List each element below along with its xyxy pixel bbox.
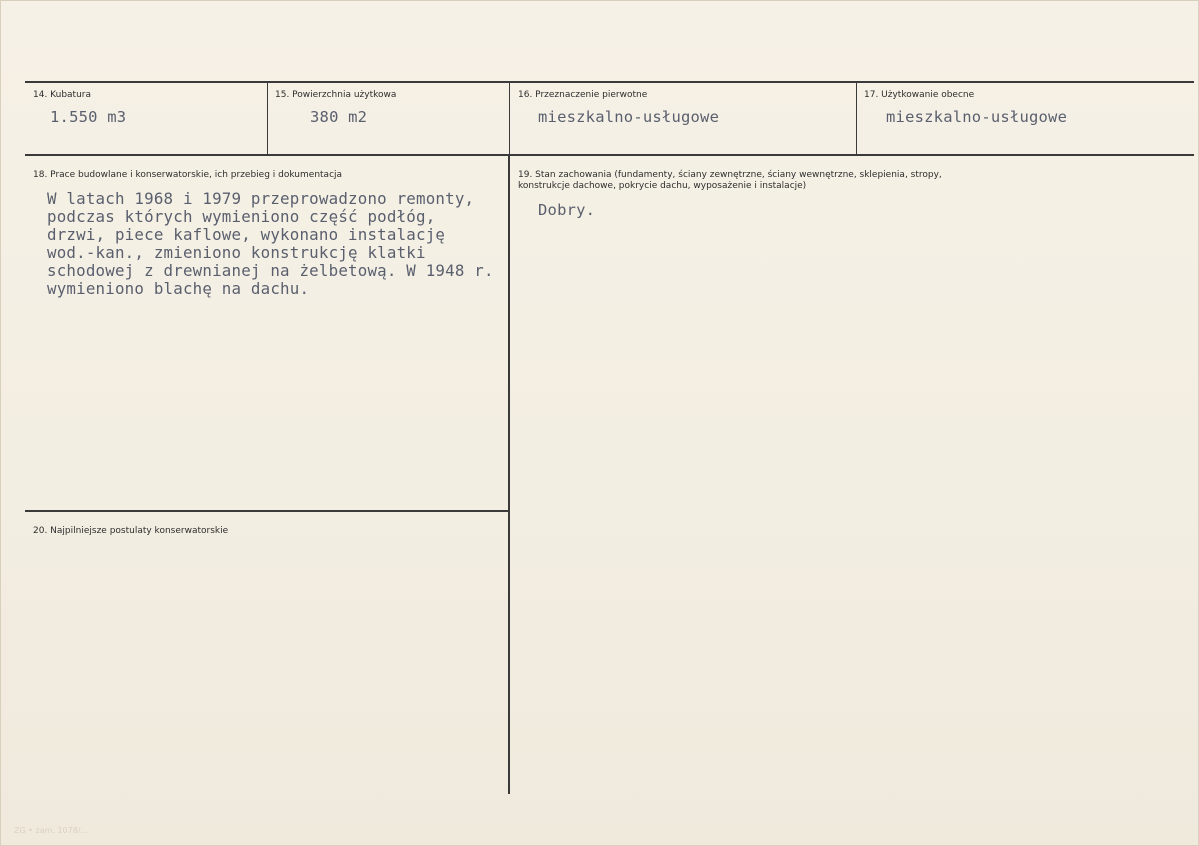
divider-15-16	[509, 83, 510, 155]
field-18-value: W latach 1968 i 1979 przeprowadzono remonty, podczas których wymieniono część podłóg, drzwi, piece kaflowe, wykonano instalację wod.-kan., zmieniono konstrukcję klatki schodowej z drewnianej na żelbetową. W 1948 r. wymieniono blachę na dachu.	[47, 189, 494, 298]
field-17-label: 17. Użytkowanie obecne	[864, 90, 975, 100]
field-20-label: 20. Najpilniejsze postulaty konserwatorskie	[33, 526, 229, 536]
field18-bottom-rule	[25, 510, 508, 512]
divider-14-15	[267, 83, 268, 155]
field-15-value: 380 m2	[310, 108, 368, 126]
row1-bottom-rule	[25, 154, 1194, 156]
top-rule	[25, 81, 1194, 83]
divider-left-right	[508, 156, 510, 794]
divider-16-17	[856, 83, 857, 155]
field-14-value: 1.550 m3	[50, 108, 127, 126]
field-16-label: 16. Przeznaczenie pierwotne	[518, 90, 648, 100]
field-19-value: Dobry.	[538, 201, 596, 219]
field-14-label: 14. Kubatura	[33, 90, 92, 100]
field-15-label: 15. Powierzchnia użytkowa	[275, 90, 397, 100]
field-18-label: 18. Prace budowlane i konserwatorskie, ich przebieg i dokumentacja	[33, 170, 343, 180]
field-17-value: mieszkalno-usługowe	[886, 108, 1068, 126]
printer-imprint: ZG • zam. 1078/...	[14, 826, 89, 835]
field-19-label: 19. Stan zachowania (fundamenty, ściany zewnętrzne, ściany wewnętrzne, sklepienia, stropy, konstrukcje dachowe, pokrycie dachu, wyposażenie i instalacje)	[518, 170, 942, 191]
field-16-value: mieszkalno-usługowe	[538, 108, 720, 126]
